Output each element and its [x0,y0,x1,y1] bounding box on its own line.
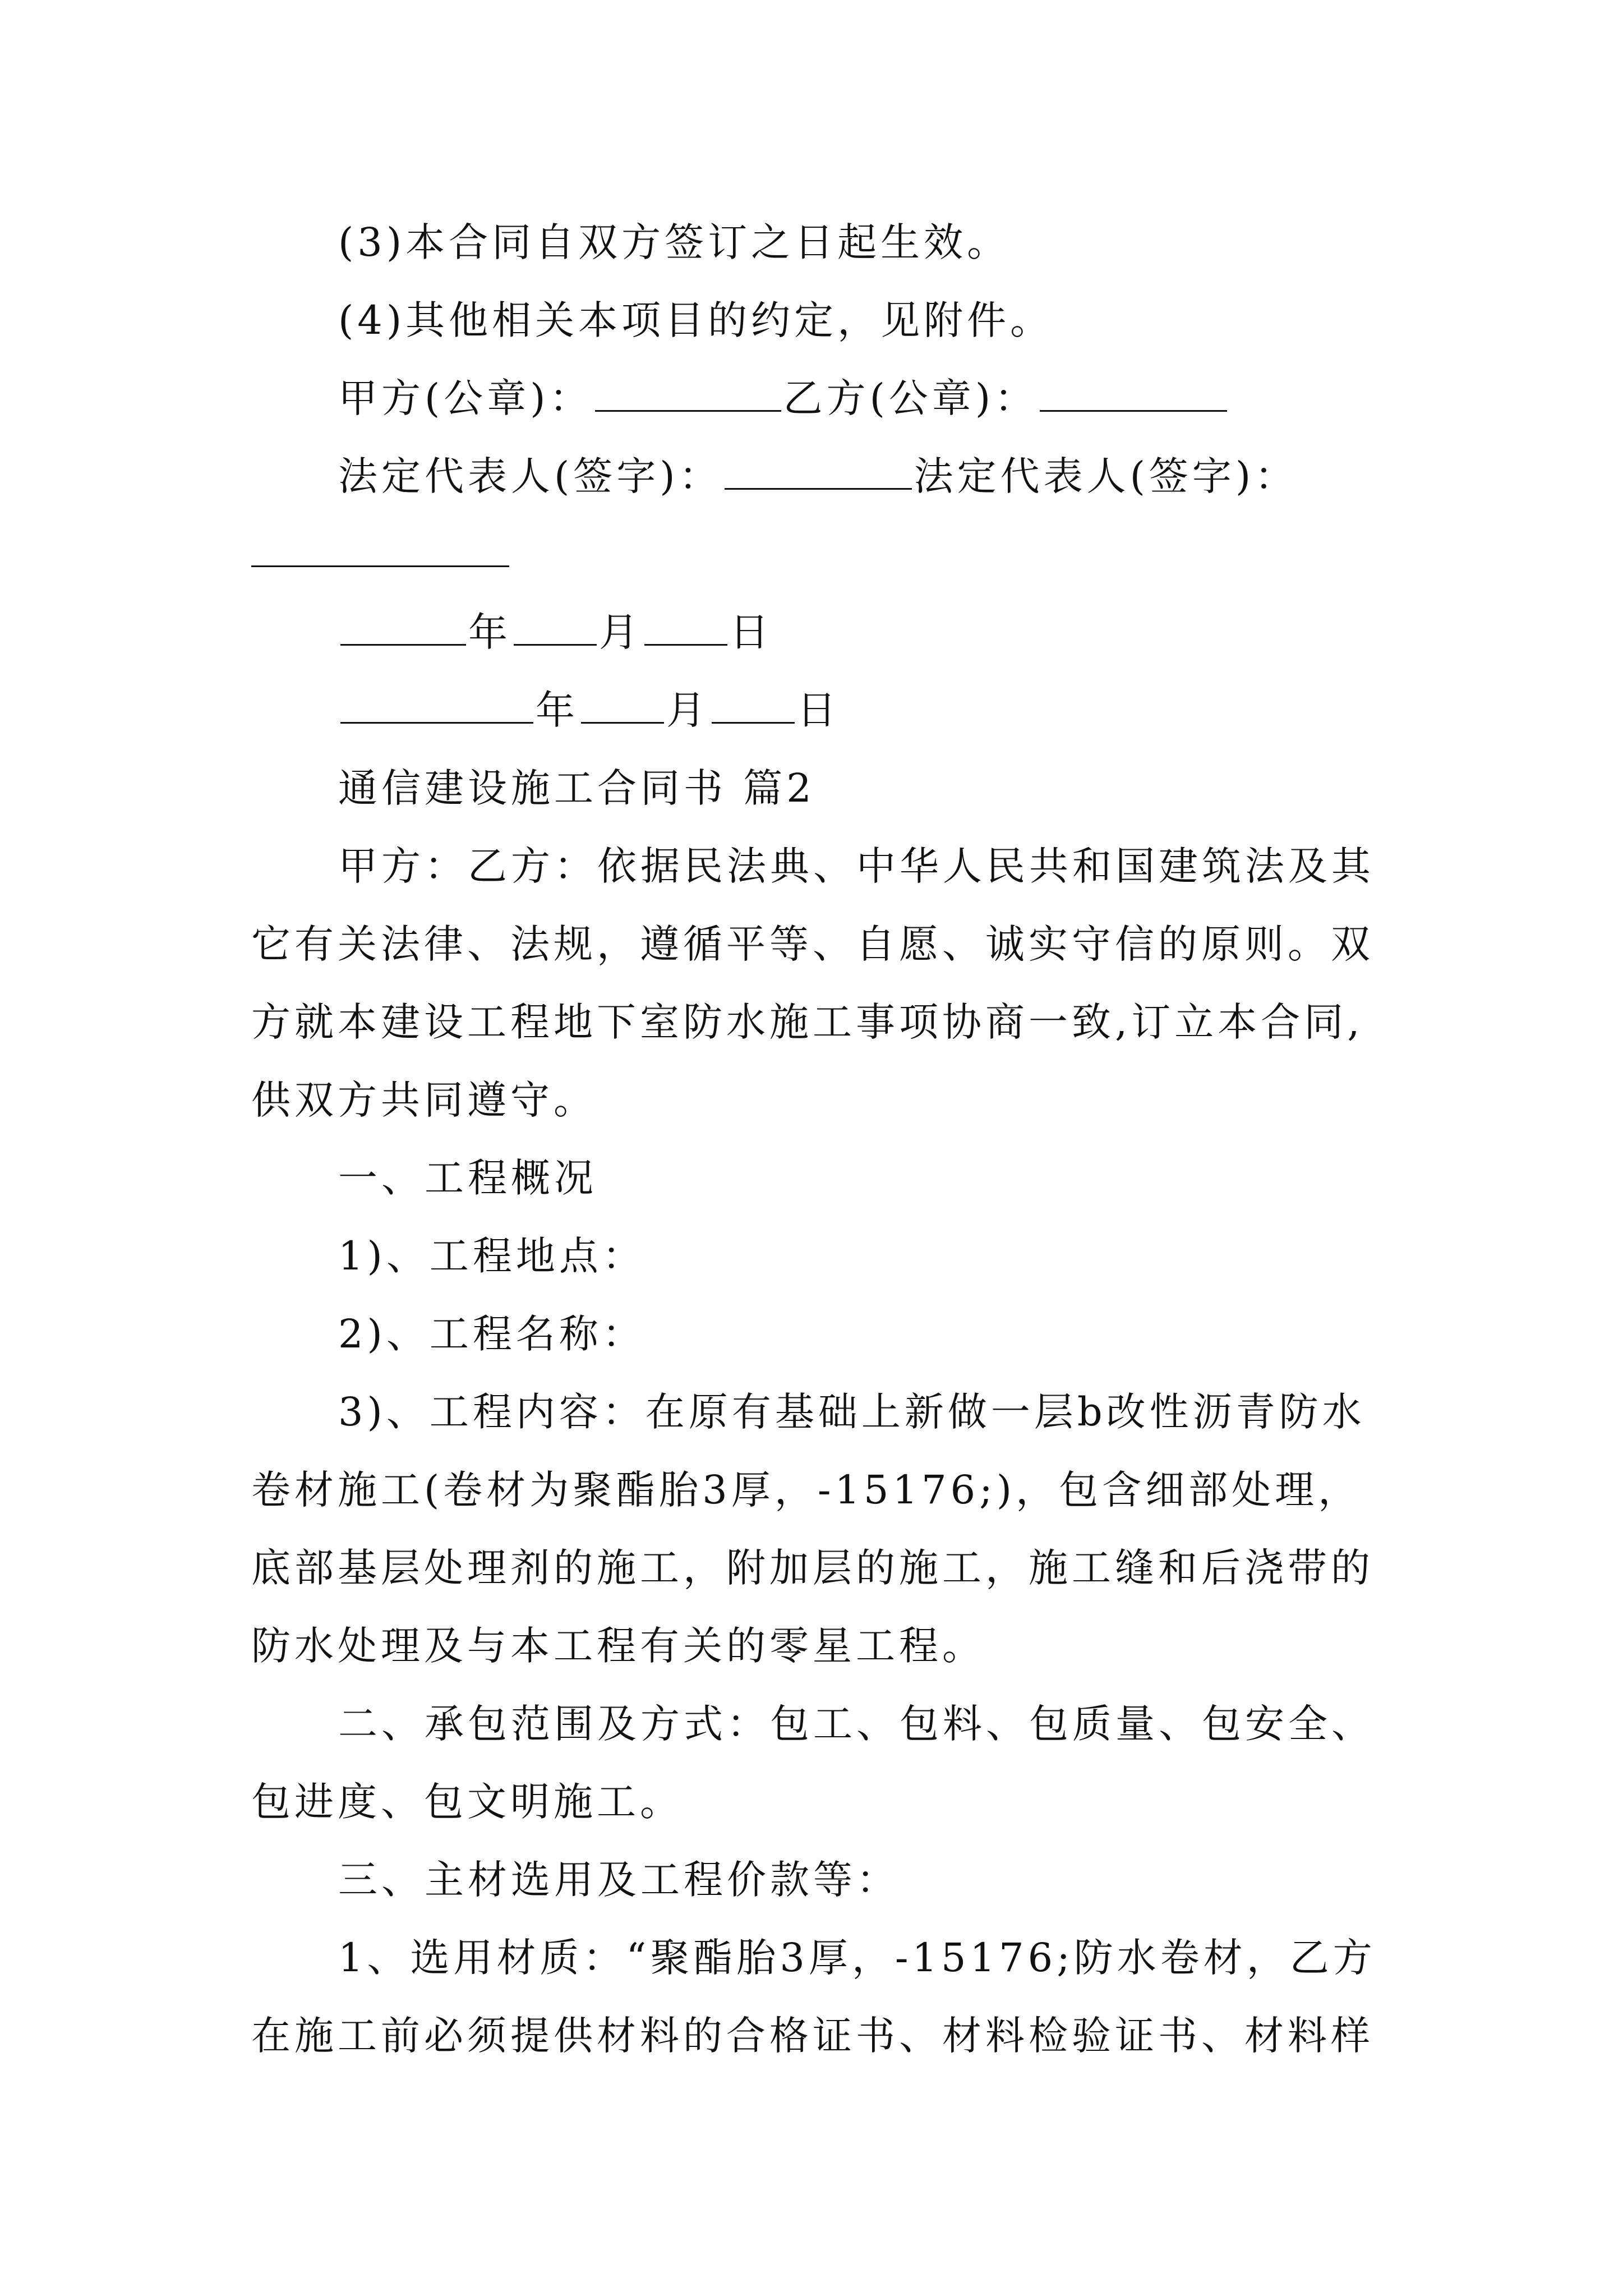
paragraph-line: 底部基层处理剂的施工，附加层的施工，施工缝和后浇带的 [251,1545,1374,1591]
party-b-seal-blank [1040,379,1227,412]
project-name-label: 2)、工程名称： [338,1311,645,1357]
party-b-seal-label: 乙方(公章)： [783,375,1038,421]
paragraph-line: 卷材施工(卷材为聚酯胎3厚，-15176;)，包含细部处理， [251,1467,1362,1513]
party-a-seal-label: 甲方(公章)： [338,375,593,421]
clause-3-text: (3)本合同自双方签订之日起生效。 [338,219,1011,265]
date-b-year-label: 年 [536,687,579,733]
representative-line [338,450,1372,502]
date-b-month-label: 月 [666,687,709,733]
clause-4-text: (4)其他相关本项目的约定，见附件。 [338,297,1054,343]
representative-b-label: 法定代表人(签字)： [914,453,1298,499]
paragraph-line: 二、承包范围及方式：包工、包料、包质量、包安全、 [338,1701,1375,1747]
section-title: 通信建设施工合同书 篇2 [338,765,815,811]
date-line-b [338,684,1372,736]
date-a-day-label: 日 [730,609,773,655]
date-b-month-blank [581,691,664,724]
paragraph-line: 供双方共同遵守。 [251,1077,597,1123]
heading-materials-pricing: 三、主材选用及工程价款等： [338,1857,900,1903]
date-a-month-label: 月 [599,609,642,655]
date-b-year-blank [340,691,533,724]
paragraph-line: 防水处理及与本工程有关的零星工程。 [251,1623,985,1669]
representative-a-label: 法定代表人(签字)： [338,453,722,499]
party-a-seal-blank [595,379,781,412]
project-location-label: 1)、工程地点： [338,1233,645,1279]
date-b-day-label: 日 [797,687,840,733]
paragraph-line: 方就本建设工程地下室防水施工事项协商一致,订立本合同, [251,999,1364,1045]
date-b-day-blank [712,691,795,724]
paragraph-line: 3)、工程内容：在原有基础上新做一层b改性沥青防水 [338,1389,1366,1435]
paragraph-line: 它有关法律、法规，遵循平等、自愿、诚实守信的原则。双 [251,921,1374,967]
date-a-month-blank [514,613,597,646]
representative-a-blank [725,457,912,490]
paragraph-line: 包进度、包文明施工。 [251,1779,683,1825]
paragraph-line: 甲方：乙方：依据民法典、中华人民共和国建筑法及其 [338,843,1375,889]
heading-project-overview: 一、工程概况 [338,1155,597,1201]
date-a-day-blank [644,613,727,646]
date-a-year-blank [340,613,466,646]
signature-continuation-line [251,565,509,567]
paragraph-line: 在施工前必须提供材料的合格证书、材料检验证书、材料样 [251,2013,1374,2059]
date-a-year-label: 年 [468,609,511,655]
date-line-a [338,606,1372,658]
party-seal-line [338,372,1372,424]
paragraph-line: 1、选用材质：“聚酯胎3厚，-15176;防水卷材，乙方 [338,1935,1376,1981]
